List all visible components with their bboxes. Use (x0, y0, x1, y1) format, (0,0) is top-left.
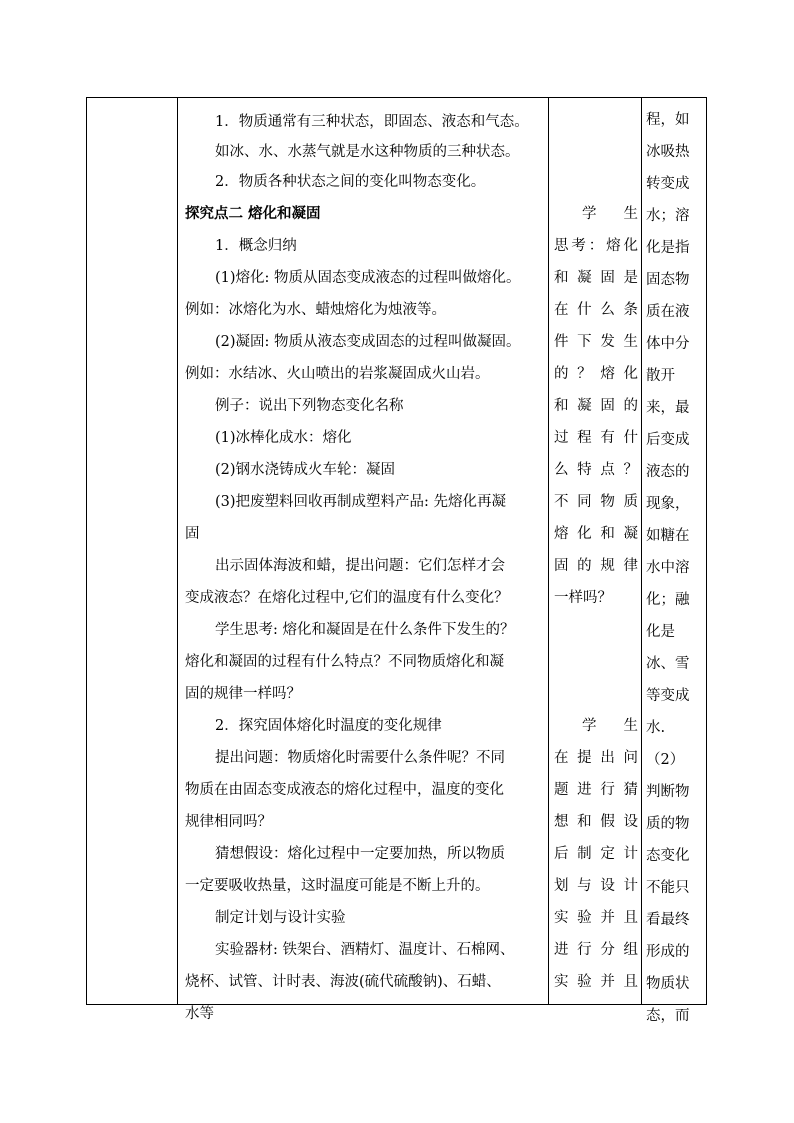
note-line: 看最终 (646, 912, 690, 928)
student-line: 不同物质 (554, 494, 638, 510)
note-line: 不能只 (646, 880, 690, 896)
content-line: 如冰、水、水蒸气就是水这种物质的三种状态。 (215, 144, 520, 160)
note-line: 如糖在 (646, 528, 690, 544)
note-line: 质的物 (646, 816, 690, 832)
content-line: 烧杯、试管、计时表、海波(硫代硫酸钠)、石蜡、 (185, 974, 501, 990)
note-line: 物质状 (646, 976, 690, 992)
student-line: 在提出问 (554, 750, 638, 766)
content-line: (1)冰棒化成水：熔化 (215, 430, 352, 446)
student-line: 固的规律 (554, 558, 638, 574)
content-line: (3)把废塑料回收再制成塑料产品: 先熔化再凝 (215, 494, 507, 510)
content-line: (2)钢水浇铸成火车轮：凝固 (215, 462, 396, 478)
content-line: 变成液态？在熔化过程中,它们的温度有什么变化？ (185, 590, 509, 606)
note-line: 现象， (646, 496, 690, 512)
content-line: 例如：水结冰、火山喷出的岩浆凝固成火山岩。 (185, 366, 490, 382)
student-line: 过程有什 (554, 430, 638, 446)
note-line: 冰、雪 (646, 656, 690, 672)
student-line: 一样吗？ (554, 590, 612, 606)
note-line: 水；溶 (646, 208, 690, 224)
content-line: 固的规律一样吗？ (185, 686, 301, 702)
note-line: （2） (646, 752, 685, 768)
content-line: (1)熔化: 物质从固态变成液态的过程叫做熔化。 (215, 270, 521, 286)
student-line: 进行分组 (554, 942, 638, 958)
student-line: 划与设计 (554, 878, 638, 894)
note-line: 化是 (646, 624, 675, 640)
student-line: 和凝固是 (554, 270, 638, 286)
content-line: 2．探究固体熔化时温度的变化规律 (215, 718, 442, 734)
student-line: 想和假设 (554, 814, 638, 830)
content-line: 物质在由固态变成液态的熔化过程中，温度的变化 (185, 782, 504, 798)
student-line: 熔化和凝 (554, 526, 638, 542)
note-line: 冰吸热 (646, 144, 690, 160)
table-cell-blank (86, 97, 178, 1005)
note-line: 散开 (646, 368, 675, 384)
content-line: 探究点二 熔化和凝固 (185, 205, 321, 222)
student-line: 的？熔化 (554, 366, 638, 382)
note-line: 程，如 (646, 112, 690, 128)
content-line: 固 (185, 526, 200, 542)
student-line: 在什么条 (554, 302, 638, 318)
note-line: 水中溶 (646, 560, 690, 576)
content-line: 1．物质通常有三种状态，即固态、液态和气态。 (215, 114, 529, 130)
note-line: 转变成 (646, 176, 690, 192)
student-line: 实验并且 (554, 910, 638, 926)
student-line: 么特点？ (554, 462, 638, 478)
content-line: 1．概念归纳 (215, 238, 297, 254)
content-line: 一定要吸收热量，这时温度可能是不断上升的。 (185, 878, 490, 894)
content-line: 学生思考: 熔化和凝固是在什么条件下发生的？ (215, 622, 515, 638)
content-line: 实验器材: 铁架台、酒精灯、温度计、石棉网、 (215, 942, 515, 958)
content-line: 2．物质各种状态之间的变化叫物态变化。 (215, 174, 486, 190)
note-line: 态变化 (646, 848, 690, 864)
note-line: 化是指 (646, 240, 690, 256)
content-line: (2)凝固: 物质从液态变成固态的过程叫做凝固。 (215, 334, 521, 350)
student-line: 学生 (582, 718, 638, 734)
lesson-table (86, 97, 707, 1024)
content-line: 提出问题：物质熔化时需要什么条件呢？不同 (215, 750, 505, 766)
content-line: 出示固体海波和蜡，提出问题：它们怎样才会 (215, 558, 505, 574)
content-line: 熔化和凝固的过程有什么特点？不同物质熔化和凝 (185, 654, 504, 670)
note-line: 水. (646, 720, 666, 736)
note-line: 判断物 (646, 784, 690, 800)
student-line: 思考：熔化 (554, 238, 638, 254)
note-line: 来，最 (646, 400, 690, 416)
student-line: 后制定计 (554, 846, 638, 862)
note-line: 质在液 (646, 304, 690, 320)
note-line: 固态物 (646, 272, 690, 288)
content-line: 制定计划与设计实验 (215, 910, 346, 926)
student-line: 和凝固的 (554, 398, 638, 414)
note-line: 化；融 (646, 592, 690, 608)
student-line: 实验并且 (554, 974, 638, 990)
student-line: 题进行猜 (554, 782, 638, 798)
note-line: 体中分 (646, 336, 690, 352)
content-line: 规律相同吗？ (185, 814, 272, 830)
student-line: 学生 (582, 206, 638, 222)
note-line: 等变成 (646, 688, 690, 704)
note-line: 后变成 (646, 432, 690, 448)
content-line: 例如：冰熔化为水、蜡烛熔化为烛液等。 (185, 302, 446, 318)
content-line: 水等 (185, 1006, 214, 1022)
content-line: 例子：说出下列物态变化名称 (215, 398, 404, 414)
student-line: 件下发生 (554, 334, 638, 350)
note-line: 态，而 (646, 1008, 690, 1024)
note-line: 形成的 (646, 944, 690, 960)
note-line: 液态的 (646, 464, 690, 480)
content-line: 猜想假设：熔化过程中一定要加热，所以物质 (215, 846, 505, 862)
